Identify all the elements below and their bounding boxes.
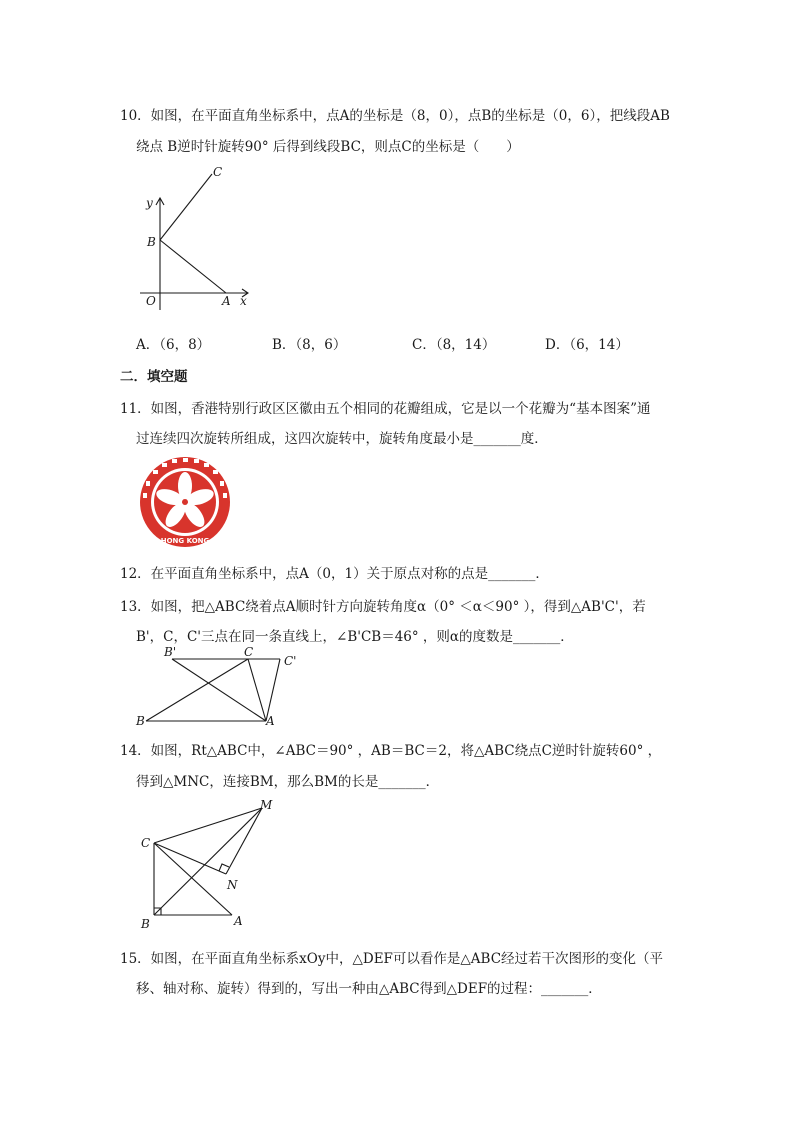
right-angle-n xyxy=(219,864,229,871)
label-n: N xyxy=(227,878,238,892)
label-c: C xyxy=(213,165,223,179)
label-c-prime: C' xyxy=(284,654,297,668)
label-b: B xyxy=(136,714,145,728)
emblem-text: HONG KONG xyxy=(160,537,210,545)
label-y: y xyxy=(146,196,153,210)
label-a: A xyxy=(234,914,243,928)
q10-text-line1: 10．如图，在平面直角坐标系中，点A的坐标是（8，0），点B的坐标是（0，6），把线段AB xyxy=(120,108,670,124)
q14-rotation-figure xyxy=(130,795,280,935)
q13-text-line2: B'，C，C'三点在同一条直线上，∠B'CB＝46° ，则α的度数是_______． xyxy=(136,629,574,645)
segment-ab xyxy=(160,240,226,293)
label-b: B xyxy=(141,917,150,931)
segment-ac xyxy=(248,659,266,721)
q12-text: 12．在平面直角坐标系中，点A（0，1）关于原点对称的点是_______． xyxy=(120,566,549,582)
label-a: A xyxy=(266,714,275,728)
q13-text-line1: 13．如图，把△ABC绕着点A顺时针方向旋转角度α（0° ＜α＜90° ），得到△AB'C'，若 xyxy=(120,599,646,615)
q10-option-d[interactable]: D．（6，14） xyxy=(545,337,629,353)
q13-rotation-figure xyxy=(130,645,310,730)
q14-text-line1: 14．如图，Rt△ABC中，∠ABC＝90° ，AB＝BC＝2，将△ABC绕点C逆时针旋转60° ， xyxy=(120,743,662,759)
segment-bc xyxy=(146,659,248,721)
q15-text-line2: 移、轴对称、旋转）得到的，写出一种由△ABC得到△DEF的过程：_______． xyxy=(136,981,602,997)
q10-option-b[interactable]: B．（8，6） xyxy=(272,337,347,353)
label-c: C xyxy=(141,836,151,850)
label-b-prime: B' xyxy=(164,645,177,659)
q11-text-line2: 过连续四次旋转所组成，这四次旋转中，旋转角度最小是_______度． xyxy=(136,431,548,447)
segment-ac-prime xyxy=(266,659,280,721)
q11-text-line1: 11．如图，香港特别行政区区徽由五个相同的花瓣组成，它是以一个花瓣为“基本图案”通 xyxy=(120,401,651,417)
label-x: x xyxy=(240,294,247,308)
label-m: M xyxy=(260,798,273,812)
label-o: O xyxy=(146,294,156,308)
q10-coordinate-figure xyxy=(130,160,260,315)
label-b: B xyxy=(147,235,156,249)
segment-cn xyxy=(154,843,226,874)
segment-ca xyxy=(154,843,232,915)
q15-text-line1: 15．如图，在平面直角坐标系xOy中，△DEF可以看作是△ABC经过若干次图形的变化（平 xyxy=(120,951,664,967)
label-a: A xyxy=(222,294,231,308)
segment-bm xyxy=(154,808,262,915)
label-c: C xyxy=(244,645,254,659)
q10-text-line2: 绕点 B逆时针旋转90° 后得到线段BC，则点C的坐标是（ ） xyxy=(136,139,520,155)
q14-text-line2: 得到△MNC，连接BM，那么BM的长是_______． xyxy=(136,774,440,790)
section-heading: 二．填空题 xyxy=(120,369,188,385)
hong-kong-emblem xyxy=(138,456,234,550)
segment-ab-prime xyxy=(172,659,266,721)
q10-option-a[interactable]: A．（6，8） xyxy=(136,337,211,353)
q10-option-c[interactable]: C．（8，14） xyxy=(412,337,496,353)
segment-bc xyxy=(160,174,212,240)
